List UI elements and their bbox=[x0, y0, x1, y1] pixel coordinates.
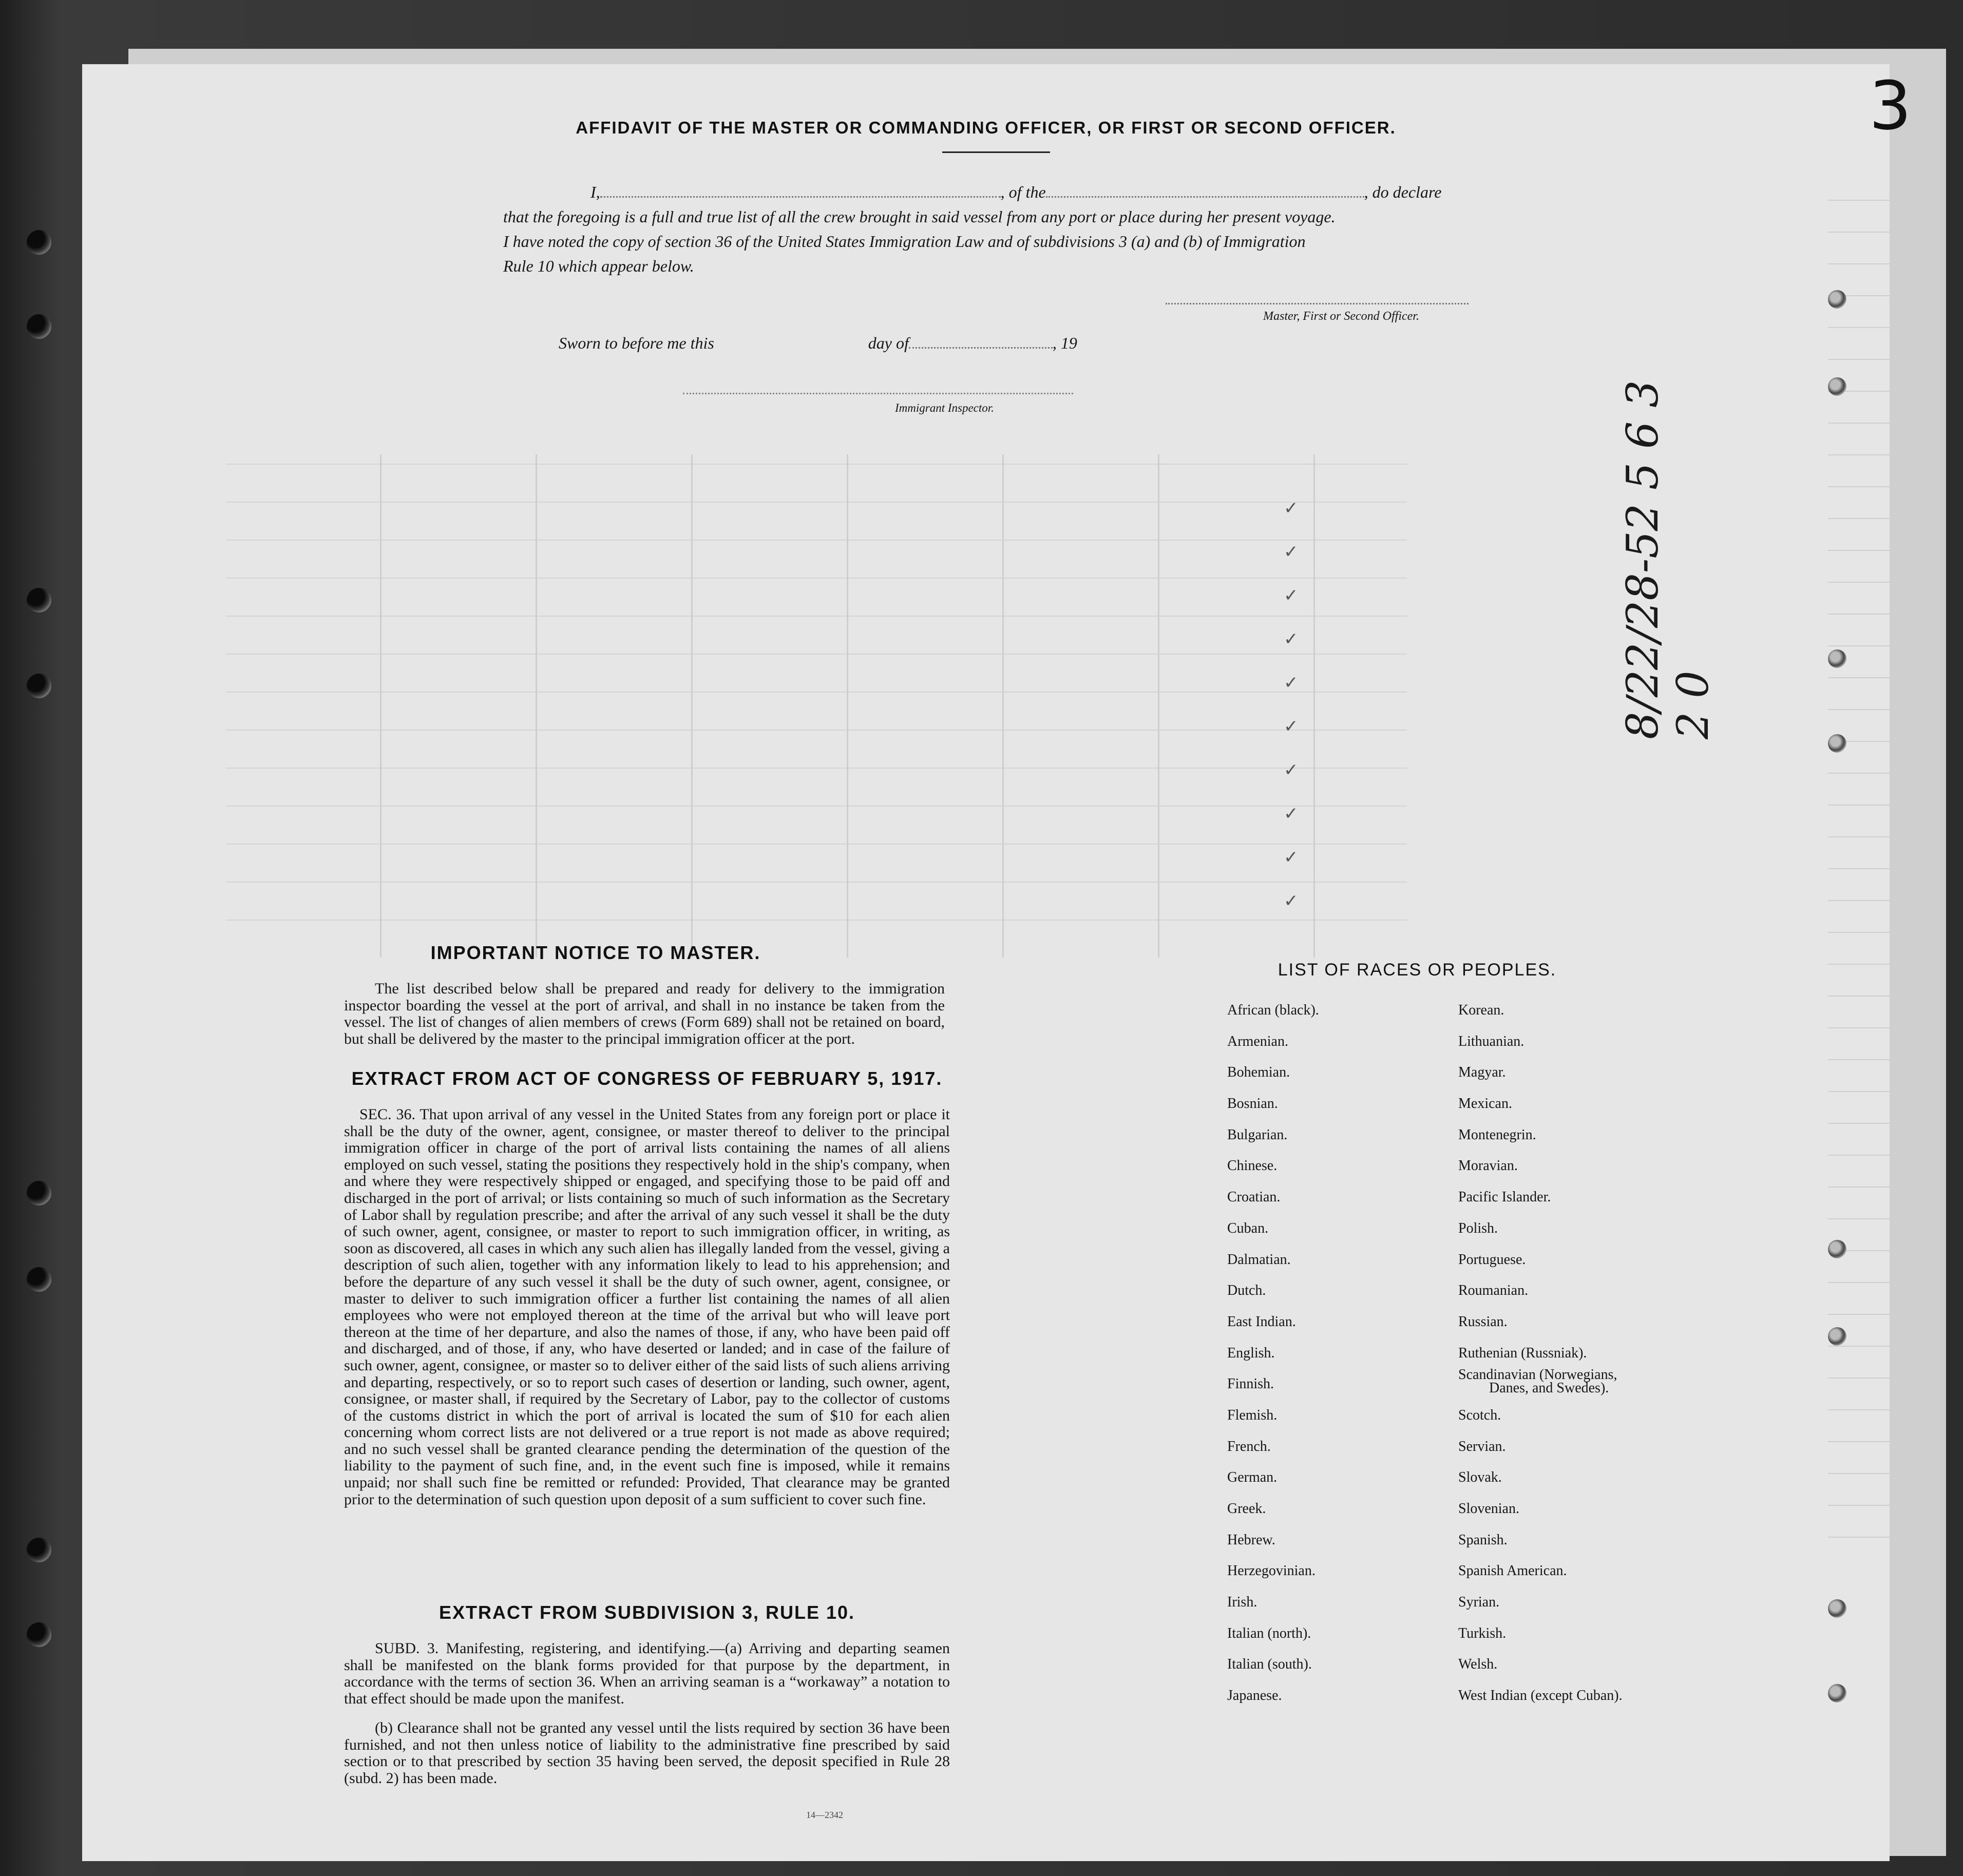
punch-hole-icon bbox=[27, 1267, 51, 1292]
race-item: West Indian (except Cuban). bbox=[1458, 1688, 1623, 1704]
day-of-text: day of bbox=[868, 334, 909, 352]
tick-mark-icon: ✓ bbox=[1284, 542, 1299, 562]
race-item: Bulgarian. bbox=[1227, 1126, 1288, 1143]
tick-mark-icon: ✓ bbox=[1284, 585, 1299, 606]
race-item: Spanish. bbox=[1458, 1532, 1508, 1548]
notice-body: The list described below shall be prepared and ready for delivery to the immigration inspector boarding the vessel at the port of arrival, and shall in no instance be taken from the vessel. The list of changes of alien members of crews (Form 689) shall not be retained on board, but shall be delivered by the master to the principal immigration officer at the port. bbox=[344, 980, 945, 1047]
race-item: Pacific Islander. bbox=[1458, 1189, 1551, 1205]
race-item: Chinese. bbox=[1227, 1158, 1278, 1174]
signature-line[interactable] bbox=[1166, 303, 1469, 304]
punch-hole-icon bbox=[1828, 377, 1846, 396]
race-item: Scandinavian (Norwegians, Danes, and Swedes). bbox=[1458, 1367, 1623, 1408]
affidavit-title: AFFIDAVIT OF THE MASTER OR COMMANDING OFFICER, OR FIRST OR SECOND OFFICER. bbox=[576, 118, 1396, 137]
race-item: Russian. bbox=[1458, 1313, 1508, 1330]
race-item: Bosnian. bbox=[1227, 1096, 1278, 1112]
punch-hole-icon bbox=[1828, 734, 1846, 753]
race-item: Scotch. bbox=[1458, 1407, 1501, 1423]
title-divider bbox=[942, 151, 1050, 153]
punch-hole-icon bbox=[27, 588, 51, 612]
tick-mark-icon: ✓ bbox=[1284, 716, 1299, 737]
signature-label: Master, First or Second Officer. bbox=[1263, 310, 1419, 323]
month-blank[interactable] bbox=[909, 347, 1053, 349]
race-item: Croatian. bbox=[1227, 1189, 1281, 1205]
punch-hole-icon bbox=[27, 314, 51, 339]
race-item-continuation: Danes, and Swedes). bbox=[1489, 1380, 1609, 1396]
race-item: Flemish. bbox=[1227, 1407, 1278, 1423]
affidavit-line-1 bbox=[503, 180, 1525, 204]
races-right-column bbox=[1458, 1003, 1623, 1719]
race-item: Polish. bbox=[1458, 1220, 1498, 1236]
punch-hole-icon bbox=[1828, 290, 1846, 309]
race-item: Cuban. bbox=[1227, 1220, 1269, 1236]
race-item: Slovenian. bbox=[1458, 1501, 1519, 1517]
notice-title: IMPORTANT NOTICE TO MASTER. bbox=[430, 942, 761, 963]
affidavit-i: I, bbox=[590, 183, 600, 201]
date-blank[interactable] bbox=[714, 347, 868, 349]
race-item: Syrian. bbox=[1458, 1594, 1500, 1611]
rule-body-a: SUBD. 3. Manifesting, registering, and identifying.—(a) Arriving and departing seamen shall be manifested on the blank forms provided for that purpose by the department, in accordance with the terms of section 36. When an arriving seaman is a “workaway” a notation to that effect should be made upon the manifest. bbox=[344, 1640, 950, 1707]
tick-mark-icon: ✓ bbox=[1284, 891, 1299, 911]
punch-hole-icon bbox=[27, 674, 51, 698]
punch-hole-icon bbox=[1828, 1240, 1846, 1258]
race-item: Spanish American. bbox=[1458, 1563, 1567, 1579]
race-item: Hebrew. bbox=[1227, 1532, 1275, 1548]
form-number: 14—2342 bbox=[806, 1810, 843, 1820]
race-item: Dalmatian. bbox=[1227, 1251, 1291, 1268]
race-item: Portuguese. bbox=[1458, 1251, 1526, 1268]
race-item: Armenian. bbox=[1227, 1033, 1288, 1049]
punch-hole-icon bbox=[27, 1181, 51, 1205]
race-item: French. bbox=[1227, 1438, 1271, 1454]
race-item: Herzegovinian. bbox=[1227, 1563, 1316, 1579]
tick-mark-icon: ✓ bbox=[1284, 498, 1299, 519]
punch-hole-icon bbox=[1828, 649, 1846, 668]
act-body: SEC. 36. That upon arrival of any vessel in the United States from any foreign port or place it shall be the duty of the owner, agent, consignee, or master thereof to deliver to the principal immigration officer in charge of the port of arrival lists containing the names of all aliens employed on such vessel, stating the positions they respectively hold in the ship's company, when and where they were respectively shipped or engaged, and specifying those to be paid off and discharged in the port of arrival; or lists containing so much of such information as the Secretary of Labor shall by regulation prescribe; and after the arrival of any such vessel it shall be the duty of such owner, agent, consignee, or master to report to such immigration officer, in writing, as soon as discovered, all cases in which any such alien has illegally landed from the vessel, giving a description of such alien, together with any information likely to lead to his apprehension; and before the departure of any such vessel it shall be the duty of such owner, agent, consignee, or master to deliver to such immigration officer a further list containing the names of all alien employees who were not employed thereon at the time of the arrival but who will leave port thereon at the time of her departure, and also the names of those, if any, who have been paid off and discharged, and of those, if any, who have deserted or landed; and in case of the failure of such owner, agent, consignee, or master so to deliver either of the said lists of such aliens arriving and departing, respectively, or so to report such cases of desertion or landing, such owner, agent, consignee, or master shall, if required by the Secretary of Labor, pay to the collector of customs of the customs district in which the port of arrival is located the sum of $10 for each alien concerning whom correct lists are not delivered or a true report is not made as above required; and no such vessel shall be granted clearance pending the determination of the question of the liability to the payment of such fine, and, in the event such fine is imposed, while it remains unpaid; nor shall such fine be remitted or refunded: Provided, That clearance may be granted prior to the determination of such question upon deposit of a sum sufficient to cover such fine. bbox=[344, 1106, 950, 1508]
race-item: Korean. bbox=[1458, 1002, 1504, 1018]
race-item: Finnish. bbox=[1227, 1376, 1274, 1392]
races-left-column bbox=[1227, 1003, 1319, 1719]
act-title: EXTRACT FROM ACT OF CONGRESS OF FEBRUARY 5, 1917. bbox=[351, 1068, 943, 1089]
race-item: Italian (south). bbox=[1227, 1656, 1312, 1673]
race-item: English. bbox=[1227, 1345, 1275, 1361]
tick-mark-icon: ✓ bbox=[1284, 847, 1299, 868]
races-title: LIST OF RACES OR PEOPLES. bbox=[1278, 960, 1557, 980]
rule-body-b: (b) Clearance shall not be granted any vessel until the lists required by section 36 have been furnished, and not then unless notice of liability to the administrative fine prescribed by said section or to that prescribed by section 35 having been served, the deposit specified in Rule 28 (subd. 2) has been made. bbox=[344, 1719, 950, 1787]
race-item: African (black). bbox=[1227, 1002, 1319, 1018]
race-item: Dutch. bbox=[1227, 1282, 1266, 1299]
affidavit-of-the: , of the bbox=[1000, 183, 1046, 201]
affidavit-line-2: that the foregoing is a full and true list of all the crew brought in said vessel from any port or place during her present voyage. bbox=[503, 207, 1336, 226]
punch-hole-icon bbox=[1828, 1684, 1846, 1702]
race-item: Irish. bbox=[1227, 1594, 1257, 1611]
race-item: Welsh. bbox=[1458, 1656, 1498, 1673]
race-item: Roumanian. bbox=[1458, 1282, 1529, 1299]
race-item: Magyar. bbox=[1458, 1064, 1506, 1081]
year-prefix: , 19 bbox=[1052, 334, 1077, 352]
race-item: Mexican. bbox=[1458, 1096, 1512, 1112]
race-item: Turkish. bbox=[1458, 1625, 1507, 1641]
inspector-signature-line[interactable] bbox=[683, 393, 1073, 394]
tick-mark-icon: ✓ bbox=[1284, 673, 1299, 693]
page-number-mark: 3 bbox=[1869, 67, 1912, 145]
punch-hole-icon bbox=[27, 230, 51, 255]
sworn-line bbox=[559, 334, 1077, 353]
race-item: Japanese. bbox=[1227, 1688, 1282, 1704]
form-page bbox=[82, 64, 1912, 1861]
punch-hole-icon bbox=[1828, 1599, 1846, 1618]
tick-mark-icon: ✓ bbox=[1284, 760, 1299, 780]
race-item: Ruthenian (Russniak). bbox=[1458, 1345, 1587, 1361]
rule-title: EXTRACT FROM SUBDIVISION 3, RULE 10. bbox=[439, 1602, 855, 1623]
affidavit-line-4: Rule 10 which appear below. bbox=[503, 257, 694, 275]
sworn-text: Sworn to before me this bbox=[559, 334, 714, 352]
inspector-label: Immigrant Inspector. bbox=[895, 401, 994, 414]
race-item: Slovak. bbox=[1458, 1469, 1502, 1486]
race-item: Bohemian. bbox=[1227, 1064, 1290, 1081]
punch-hole-icon bbox=[1828, 1327, 1846, 1346]
affidavit-line-3: I have noted the copy of section 36 of the United States Immigration Law and of subdivisions 3 (a) and (b) of Immigration bbox=[503, 232, 1306, 251]
race-item: Servian. bbox=[1458, 1438, 1506, 1454]
handwritten-annotation: 8/22/28-52 5 6 3 2 0 bbox=[1617, 380, 1718, 739]
affidavit-body bbox=[503, 180, 1525, 278]
race-item: Montenegrin. bbox=[1458, 1126, 1536, 1143]
bleed-through-table bbox=[226, 454, 1407, 958]
race-item: Moravian. bbox=[1458, 1158, 1518, 1174]
race-item: East Indian. bbox=[1227, 1313, 1296, 1330]
tick-mark-icon: ✓ bbox=[1284, 803, 1299, 824]
tick-mark-icon: ✓ bbox=[1284, 629, 1299, 649]
race-item: Lithuanian. bbox=[1458, 1033, 1524, 1049]
race-item: Italian (north). bbox=[1227, 1625, 1311, 1641]
name-blank[interactable] bbox=[600, 196, 1001, 198]
punch-hole-icon bbox=[27, 1538, 51, 1562]
race-item: Greek. bbox=[1227, 1501, 1266, 1517]
race-item: German. bbox=[1227, 1469, 1278, 1486]
punch-hole-icon bbox=[27, 1622, 51, 1647]
vessel-blank[interactable] bbox=[1046, 196, 1364, 198]
affidavit-declare: , do declare bbox=[1364, 183, 1442, 201]
